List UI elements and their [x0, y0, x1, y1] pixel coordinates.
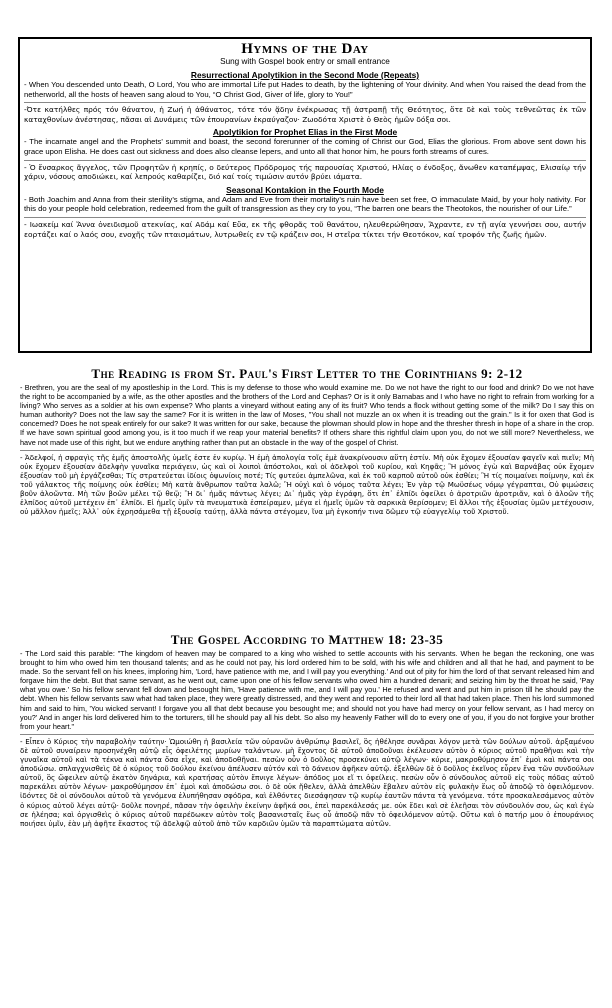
hymns-subtitle: Sung with Gospel book entry or small entrance: [220, 57, 390, 66]
hymn-heading-text: Resurrectional Apolytikion in the Second Mode: [190, 70, 379, 80]
divider: [24, 217, 586, 218]
hymn-heading-note: (Repeats): [378, 70, 420, 80]
hymn-greek: -Ότε κατήλθες πρός τόν θάνατον, ἡ Ζωή ἡ ἀθάνατος, τότε τόν ᾅδην ἐνέκρωσας τῇ ἀστραπῇ τῆς Θεότητος, ὅτε δὲ καὶ τοὺς τεθνεῶτας ἐκ τῶν καταχθονίων ἀνέστησας, πᾶσαι αἱ Δυνάμεις τῶν ἐπουρανίων ἐκραύγαζον· Ζωοδότα Χριστὲ ὁ Θεὸς ἡμῶν δόξα σοι.: [24, 105, 586, 124]
hymn-greek: - Ιωακείμ καί Ἄννα ὀνειδισμοῦ ατεκνίας, καί Αδάμ καί Εὔα, εκ τῆς φθορᾶς τοῦ θανάτου, ηλευθερώθησαν, Ἄχραντε, εν τῇ αγία γεννήσει σου, αυτήν εορτάζει καί ο λαός σου, ενοχῆς τῶν πταισμάτων, λυτρωθείς εν τῷ κράζειν σοι, Η στεῖρα τίκτει τήν Θεοτόκον, καί τροφόν τῆς ζωῆς ἡμῶν.: [24, 219, 586, 239]
epistle-greek: - Ἀδελφοί, ἡ σφραγὶς τῆς ἐμῆς ἀποστολῆς ὑμεῖς ἐστε ἐν κυρίῳ. Ἡ ἐμὴ ἀπολογία τοῖς ἐμὲ ἀνακρίνουσιν αὕτη ἐστίν. Μὴ οὐκ ἔχομεν ἐξουσίαν φαγεῖν καὶ πιεῖν; Μὴ οὐκ ἔχομεν ἐξουσίαν ἀδελφὴν γυναῖκα περιάγειν, ὡς καὶ οἱ λοιποὶ ἀπόστολοι, καὶ οἱ ἀδελφοὶ τοῦ κυρίου, καὶ Κηφᾶς; Ἢ μόνος ἐγὼ καὶ Βαρνάβας οὐκ ἔχομεν ἐξουσίαν τοῦ μὴ ἐργάζεσθαι; Τίς στρατεύεται ἰδίοις ὀψωνίοις ποτέ; Τίς φυτεύει ἀμπελῶνα, καὶ ἐκ τοῦ καρποῦ αὐτοῦ οὐκ ἐσθίει; Ἢ τίς ποιμαίνει ποίμνην, καὶ ἐκ τοῦ γάλακτος τῆς ποίμνης οὐκ ἐσθίει; Μὴ κατὰ ἄνθρωπον ταῦτα λαλῶ; Ἢ οὐχὶ καὶ ὁ νόμος ταῦτα λέγει; Ἐν γὰρ τῷ Μωϋσέως νόμῳ γέγραπται, Οὐ φιμώσεις βοῦν ἀλοῶντα. Μὴ τῶν βοῶν μέλει τῷ θεῷ; Ἢ δι᾽ ἡμᾶς πάντως λέγει; Δι᾽ ἡμᾶς γὰρ ἐγράφη, ὅτι ἐπ᾽ ἐλπίδι ὀφείλει ὁ ἀροτριῶν ἀροτριᾶν, καὶ ὁ ἀλοῶν τῆς ἐλπίδος αὐτοῦ μετέχειν ἐπ᾽ ἐλπίδι. Εἰ ἡμεῖς ὑμῖν τὰ πνευματικὰ ἐσπείραμεν, μέγα εἰ ἡμεῖς ὑμῶν τὰ σαρκικὰ θερίσομεν; Εἰ ἄλλοι τῆς ἐξουσίας ὑμῶν μετέχουσιν, οὐ μᾶλλον ἡμεῖς; Ἀλλ᾽ οὐκ ἐχρησάμεθα τῇ ἐξουσίᾳ ταύτῃ, ἀλλὰ πάντα στέγομεν, ἵνα μὴ ἐγκοπήν τινα δῶμεν τῷ εὐαγγελίῳ τοῦ Χριστοῦ.: [20, 452, 594, 517]
hymn-heading-text: Seasonal Kontakion in the Fourth Mode: [226, 184, 384, 195]
hymn-heading: [24, 127, 586, 137]
divider: [20, 734, 594, 735]
divider: [24, 102, 586, 103]
divider: [20, 450, 594, 451]
gospel-greek: - Εἶπεν ὁ Κύριος τὴν παραβολὴν ταύτην· Ὡμοιώθη ἡ βασιλεία τῶν οὐρανῶν ἀνθρώπῳ βασιλεῖ, ὃς ἠθέλησε συνᾶραι λόγον μετὰ τῶν δούλων αὐτοῦ. ἀρξαμένου δὲ αὐτοῦ συναίρειν προσηνέχθη αὐτῷ εἷς ὀφειλέτης μυρίων ταλάντων. μὴ ἔχοντος δὲ αὐτοῦ ἀποδοῦναι ἐκέλευσεν αὐτὸν ὁ κύριος αὐτοῦ πραθῆναι καὶ τὴν γυναῖκα αὐτοῦ καὶ τὰ τέκνα καὶ πάντα ὅσα εἶχε, καὶ ἀποδοθῆναι. πεσὼν οὖν ὁ δοῦλος προσεκύνει αὐτῷ λέγων· κύριε, μακροθύμησον ἐπ᾿ ἐμοὶ καὶ πάντα σοι ἀποδώσω. σπλαγχνισθεὶς δὲ ὁ κύριος τοῦ δούλου ἐκείνου ἀπέλυσεν αὐτόν καὶ τὸ δάνειον ἀφῆκεν αὐτῷ. ἐξελθὼν δὲ ὁ δοῦλος ἐκεῖνος εὗρεν ἕνα τῶν συνδούλων αὐτοῦ, ὃς ὤφειλεν αὐτῷ ἑκατὸν δηνάρια, καὶ κρατήσας αὐτὸν ἔπνιγε λέγων· ἀπόδος μοι εἴ τι ὀφείλεις. πεσὼν οὖν ὁ σύνδουλος αὐτοῦ εἰς τοὺς πόδας αὐτοῦ παρεκάλει αὐτὸν λέγων· μακροθύμησον ἐπ᾿ ἐμοὶ καὶ ἀποδώσω σοι. ὁ δὲ οὐκ ἤθελεν, ἀλλὰ ἀπελθὼν ἔβαλεν αὐτὸν εἰς φυλακὴν ἕως οὗ ἀποδῷ τὸ ὀφειλόμενον. ἰδόντες δὲ οἱ σύνδουλοι αὐτοῦ τὰ γενόμενα ἐλυπήθησαν σφόδρα, καὶ ἐλθόντες διεσάφησαν τῷ κυρίῳ ἑαυτῶν πάντα τὰ γενόμενα. τότε προσκαλεσάμενος αὐτὸν ὁ κύριος αὐτοῦ λέγει αὐτῷ· δοῦλε πονηρέ, πᾶσαν τὴν ὀφειλὴν ἐκείνην ἀφῆκά σοι, ἐπεὶ παρεκάλεσάς με. οὐκ ἔδει καὶ σὲ ἐλεῆσαι τὸν σύνδουλόν σου, ὡς καὶ ἐγὼ σε ἠλέησα; καὶ ὀργισθεὶς ὁ κύριος αὐτοῦ παρέδωκεν αὐτὸν τοῖς βασανισταῖς ἕως οὗ ἀποδῷ πᾶν τὸ ὀφειλόμενον αὐτῷ. Οὕτω καὶ ὁ πατήρ μου ὁ ἐπουράνιος ποιήσει ὑμῖν, ἐὰν μὴ ἀφῆτε ἕκαστος τῷ ἀδελφῷ αὐτοῦ ἀπὸ τῶν καρδιῶν ὑμῶν τὰ παραπτώματα αὐτῶν.: [20, 736, 594, 828]
hymn-heading: [24, 185, 586, 195]
hymn-heading-text: Apolytikion for Prophet Elias in the First Mode: [212, 127, 398, 138]
hymn-greek: - Ὁ ἔνσαρκος ἄγγελος, τῶν Προφητῶν ἡ κρηπίς, ο δεύτερος Πρόδρομος τής παρουσίας Χριστού, Ηλίας ο ένδοξος, ἄνωθεν καταπέμψας, Ελισαίῳ τήν χάριν, νόσους αποδιώκει, καί λεπρούς καθαρίζει, διό καί τοίς τιμώσιν αυτόν βρύει ιάματα.: [24, 162, 586, 182]
gospel-title: The Gospel According to Matthew 18: 23-35: [170, 632, 444, 647]
gospel-section: [20, 632, 594, 828]
hymns-box: [18, 37, 592, 353]
hymn-english: - The incarnate angel and the Prophets' summit and boast, the second forerunner of the coming of Christ our God, Elias the glorious. From above sent down his grace upon Elisha. He does cast out sickness and does also cleanse lepers, and unto all that honor him, he pours forth streams of cures.: [24, 137, 586, 156]
hymn-heading: [24, 70, 586, 80]
divider: [24, 160, 586, 161]
hymn-english: - Both Joachim and Anna from their sterility’s stigma, and Adam and Eve from their mortality’s ruin have been set free, O immaculate Maid, by your holy nativity. For this do your people hold celebration, redeemed from the guilt of transgression as they cry to you, “The barren one bears the Theotokos, the nourisher of our Life.”: [24, 194, 586, 214]
gospel-english: - The Lord said this parable: "The kingdom of heaven may be compared to a king who wished to settle accounts with his servants. When he began the reckoning, one was brought to him who owed him ten thousand talents; and as he could not pay, his lord ordered him to be sold, with his wife and children and all that he had, and payment to be made. So the servant fell on his knees, imploring him, 'Lord, have patience with me, and I will pay you everything.' And out of pity for him the lord of that servant released him and forgave him the debt. But that same servant, as he went out, came upon one of his fellow servants who owed him a hundred denarii; and seizing him by the throat he said, 'Pay what you owe.' So his fellow servant fell down and besought him, 'Have patience with me, and I will pay you.' He refused and went and put him in prison till he should pay the debt. When his fellow servants saw what had taken place, they were greatly distressed, and they went and reported to their lord all that had taken place. Then his lord summoned him and said to him, 'You wicked servant! I forgave you all that debt because you besought me; and should not you have had mercy on your fellow servant, as I had mercy on you?' And in anger his lord delivered him to the torturers, till he should pay all his debt. So also my heavenly Father will do to every one of you, if you do not forgive your brother from your heart.": [20, 649, 594, 731]
epistle-section: [20, 366, 594, 516]
hymns-title: Hymns of the Day: [241, 41, 369, 57]
epistle-english: - Brethren, you are the seal of my apostleship in the Lord. This is my defense to those who would examine me. Do we not have the right to our food and drink? Do we not have the right to be accompanied by a wife, as the other apostles and the brothers of the Lord and Cephas? Or is it only Barnabas and I who have no right to refrain from working for a living? Who serves as a soldier at his own expense? Who plants a vineyard without eating any of its fruit? Who tends a flock without getting some of the milk? Do I say this on human authority? Does not the law say the same? For it is written in the law of Moses, "You shall not muzzle an ox when it is treading out the grain." Is it for oxen that God is concerned? Does he not speak entirely for our sake? It was written for our sake, because the plowman should plow in hope and the thresher thresh in hope of a share in the crop. If we have sown spiritual good among you, is it too much if we reap your material benefits? If others share this rightful claim upon you, do not we still more? Nevertheless, we have not made use of this right, but we endure anything rather than put an obstacle in the way of the gospel of Christ.: [20, 383, 594, 447]
epistle-title: The Reading is from St. Paul's First Letter to the Corinthians 9: 2-12: [91, 366, 523, 381]
hymn-english: - When You descended unto Death, O Lord, You who are immortal Life put Hades to death, by the lightening of Your divinity. And when You raised the dead from the netherworld, all the hosts of heaven sang aloud to You, “O Christ God, Giver of life, glory to You!”: [24, 80, 586, 99]
